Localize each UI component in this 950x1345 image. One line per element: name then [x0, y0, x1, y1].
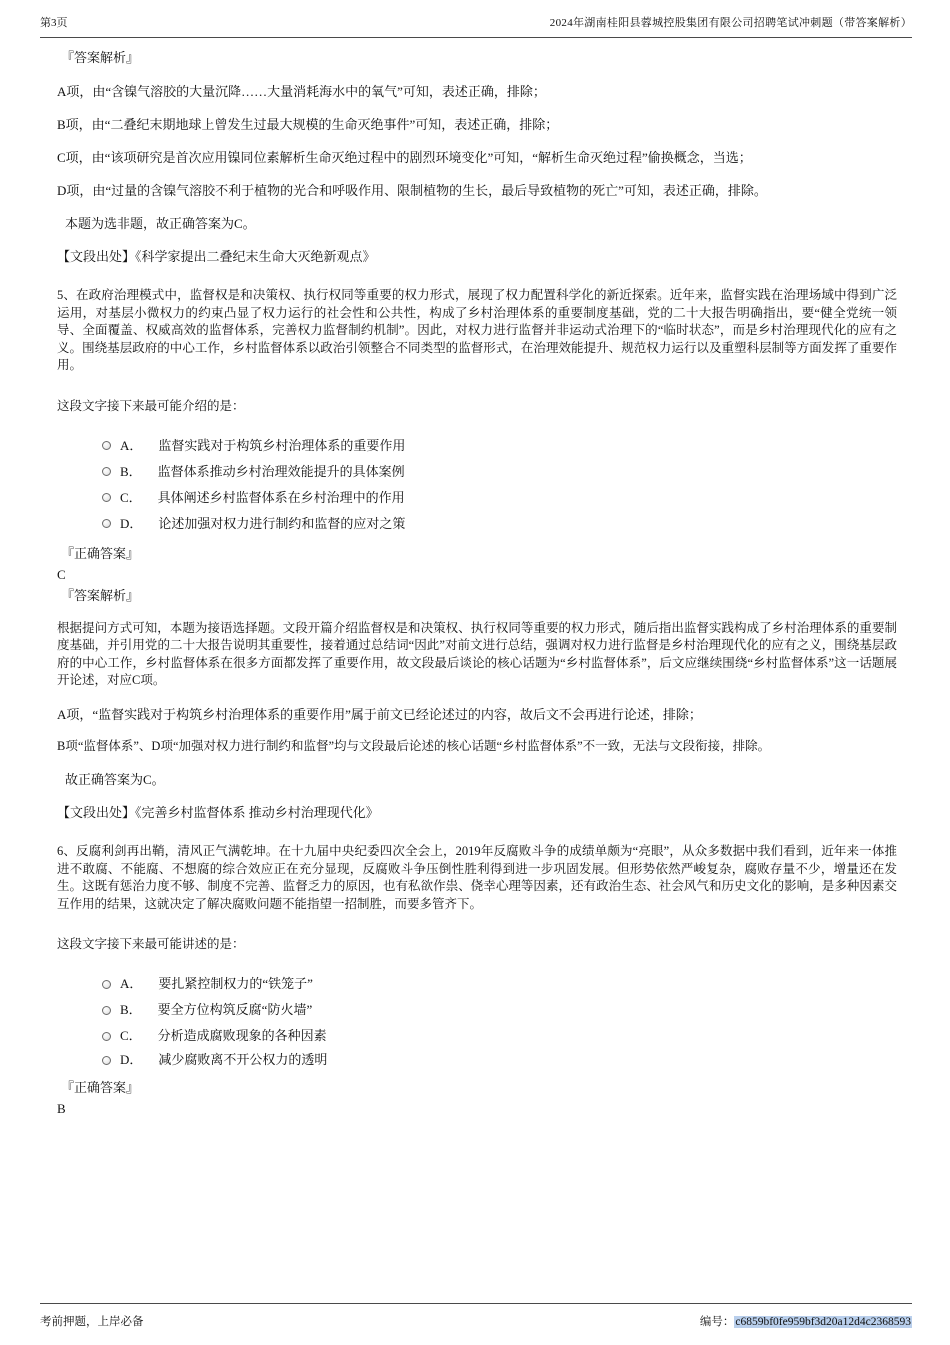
q5-option-a[interactable] [102, 433, 897, 459]
radio-button-icon[interactable] [102, 441, 111, 450]
document-title: 2024年湖南桂阳县蓉城控股集团有限公司招聘笔试冲刺题（带答案解析） [549, 17, 912, 29]
q5-analysis: 根据提问方式可知，本题为接语选择题。文段开篇介绍监督权是和决策权、执行权同等重要的权力形式，随后指出监督实践构成了乡村治理体系的重要制度基础，并引用党的二十大报告说明其重要性，接着通过总结词“因此”对前文进行总结，强调对权力进行监督是乡村治理现代化的应有之义，围绕基层政府的中心工作，乡村监督体系在很多方面都发挥了重要作用，故文段最后谈论的核心话题为“乡村监督体系”，后文应继续围绕“乡村监督体系”这一话题展开论述，对应C项。 [57, 620, 897, 687]
option-letter: D． [120, 1052, 143, 1067]
option-letter: C． [120, 489, 142, 505]
q6-answer-header: 『正确答案』 [61, 1080, 140, 1095]
q6-option-a[interactable] [102, 971, 897, 997]
q5-options [102, 433, 897, 537]
option-letter: B． [120, 463, 142, 479]
page-number: 第3页 [40, 17, 68, 29]
q5-analysis-bd: B项“监督体系”、D项“加强对权力进行制约和监督”均与文段最后论述的核心话题“乡村监督体系”不一致，无法与文段衔接，排除。 [57, 738, 771, 753]
radio-button-icon[interactable] [102, 1056, 111, 1065]
q6-answer-letter: B [57, 1101, 66, 1116]
footer-code-label: 编号： [699, 1316, 735, 1328]
q4-analysis-item-a: A项，由“含镍气溶胶的大量沉降……大量消耗海水中的氧气”可知，表述正确，排除； [57, 84, 546, 99]
page-body [57, 48, 897, 1120]
q5-stem: 5、在政府治理模式中，监督权是和决策权、执行权同等重要的权力形式，展现了权力配置科学化的新近探索。近年来，监督实践在治理场域中得到广泛运用，对基层小微权力的约束凸显了权力运行的社会性和公共性，构成了乡村治理体系的重要制度基础，党的二十大报告明确指出，要“健全党统一领导、全面覆盖、权威高效的监督体系，完善权力监督制约机制”。因此，对权力进行监督并非运动式治理下的“临时状态”，而是乡村治理现代化的应有之义。围绕基层政府的中心工作，乡村监督体系以政治引领整合不同类型的监督形式，在治理效能提升、规范权力运行以及重塑科层制等方面发挥了重要作用。 [57, 288, 897, 372]
option-text: 监督实践对于构筑乡村治理体系的重要作用 [158, 437, 406, 453]
footer-code [700, 1313, 912, 1329]
radio-button-icon[interactable] [102, 980, 111, 989]
option-text: 论述加强对权力进行制约和监督的应对之策 [158, 515, 406, 531]
option-text: 要扎紧控制权力的“铁笼子” [158, 976, 313, 991]
q5-answer-header: 『正确答案』 [61, 545, 140, 561]
q6-prompt: 这段文字接下来最可能讲述的是： [57, 937, 245, 951]
q6-options [102, 971, 897, 1071]
q4-analysis-item-d: D项，由“过量的含镍气溶胶不利于植物的光合和呼吸作用、限制植物的生长，最后导致植物的死亡”可知，表述正确，排除。 [57, 183, 767, 198]
q4-conclusion: 本题为选非题，故正确答案为C。 [65, 216, 256, 231]
q5-source: 【文段出处】《完善乡村监督体系 推动乡村治理现代化》 [57, 805, 379, 820]
q5-option-b[interactable] [102, 459, 897, 485]
option-text: 监督体系推动乡村治理效能提升的具体案例 [157, 463, 405, 479]
radio-button-icon[interactable] [102, 1006, 111, 1015]
q5-analysis-a: A项，“监督实践对于构筑乡村治理体系的重要作用”属于前文已经论述过的内容，故后文不会再进行论述，排除； [57, 706, 702, 722]
option-letter: B． [120, 1002, 142, 1017]
q6-stem: 6、反腐利剑再出鞘，清风正气满乾坤。在十九届中央纪委四次全会上，2019年反腐败斗争的成绩单颇为“亮眼”，从众多数据中我们看到，近年来一体推进不敢腐、不能腐、不想腐的综合效应正在充分显现，反腐败斗争压倒性胜利得到进一步巩固发展。但形势依然严峻复杂，腐败存量不少，增量还在发生。这既有惩治力度不够、制度不完善、监督乏力的原因，也有私欲作祟、侥幸心理等因素，还有政治生态、社会风气和历史文化的影响，是多种因素交互作用的结果，这就决定了解决腐败问题不能指望一招制胜，而要多管齐下。 [57, 844, 897, 911]
q4-analysis-header: 『答案解析』 [61, 50, 140, 65]
radio-button-icon[interactable] [102, 493, 111, 502]
q4-analysis-item-b: B项，由“二叠纪末期地球上曾发生过最大规模的生命灭绝事件”可知，表述正确，排除； [57, 117, 559, 132]
option-text: 分析造成腐败现象的各种因素 [157, 1028, 327, 1043]
option-text: 具体阐述乡村监督体系在乡村治理中的作用 [157, 489, 405, 505]
page-footer [40, 1303, 912, 1329]
q5-prompt: 这段文字接下来最可能介绍的是： [57, 398, 245, 413]
footer-code-value: c6859bf0fe959bf3d20a12d4c2368593 [735, 1316, 911, 1328]
q5-conclusion: 故正确答案为C。 [65, 772, 165, 787]
q5-answer-letter: C [57, 566, 66, 582]
q5-analysis-header: 『答案解析』 [61, 587, 140, 603]
option-letter: D． [120, 515, 143, 531]
radio-button-icon[interactable] [102, 467, 111, 476]
q4-source: 【文段出处】《科学家提出二叠纪末生命大灭绝新观点》 [57, 249, 376, 264]
option-letter: C． [120, 1028, 142, 1043]
q6-option-c[interactable] [102, 1023, 897, 1049]
q6-option-b[interactable] [102, 997, 897, 1023]
radio-button-icon[interactable] [102, 519, 111, 528]
option-text: 要全方位构筑反腐“防火墙” [157, 1002, 313, 1017]
page-header [40, 14, 912, 38]
option-letter: A． [120, 437, 143, 453]
option-letter: A． [120, 976, 143, 991]
q4-analysis-item-c: C项，由“该项研究是首次应用镍同位素解析生命灭绝过程中的剧烈环境变化”可知，“解析生命灭绝过程”偷换概念，当选； [57, 150, 752, 165]
radio-button-icon[interactable] [102, 1032, 111, 1041]
q6-option-d[interactable] [102, 1049, 897, 1071]
footer-slogan: 考前押题，上岸必备 [40, 1316, 144, 1328]
q5-option-c[interactable] [102, 485, 897, 511]
q5-option-d[interactable] [102, 511, 897, 537]
option-text: 减少腐败离不开公权力的透明 [158, 1052, 328, 1067]
